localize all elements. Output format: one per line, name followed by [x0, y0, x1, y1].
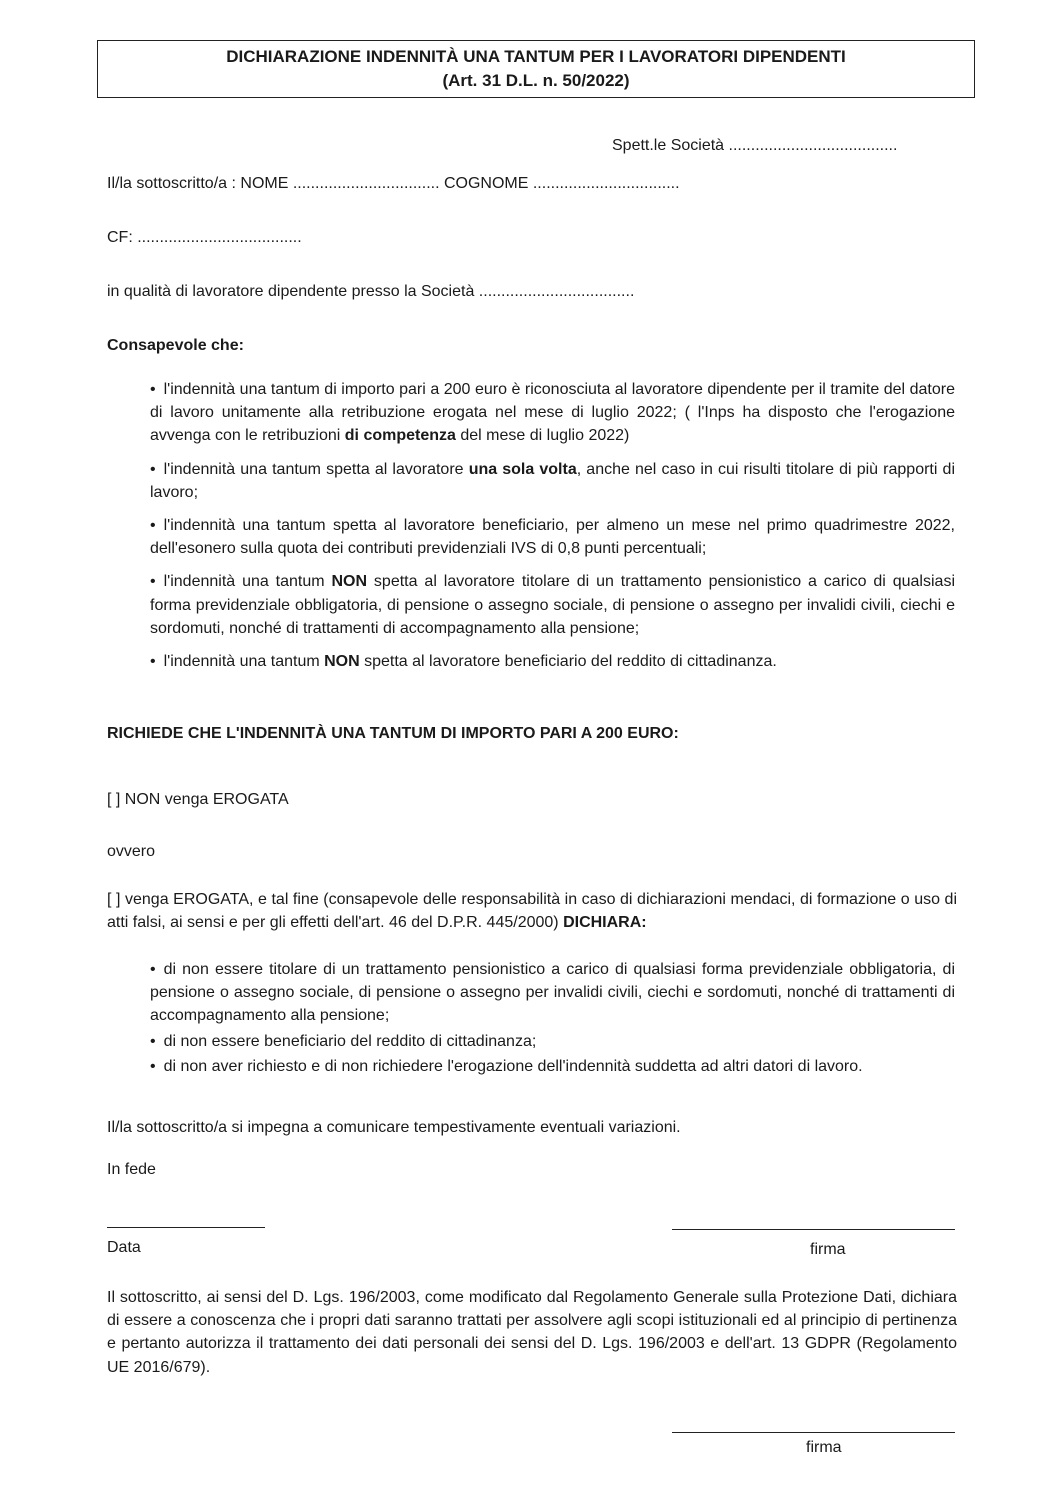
list-item: • l'indennità una tantum spetta al lavoratore beneficiario, per almeno un mese nel primo quadrimestre 2022, dell'esonero sulla quota dei contributi previdenziali IVS di 0,8 punti percentuali; — [150, 514, 955, 560]
in-fede-text: In fede — [107, 1161, 156, 1178]
date-label: Data — [107, 1239, 141, 1256]
signature-label-2: firma — [806, 1439, 842, 1456]
date-line — [107, 1227, 265, 1228]
list-item: • l'indennità una tantum NON spetta al lavoratore titolare di un trattamento pensionistico a carico di qualsiasi forma previdenziale obbligatoria, di pensione o assegno sociale, di pensione o assegno per invalidi civili, ciechi e sordomuti, nonché di trattamenti di accompagnamento alla pensione; — [150, 570, 955, 640]
company-field-line: in qualità di lavoratore dipendente presso la Società ................................... — [107, 283, 635, 300]
declares-list — [150, 958, 955, 1080]
option-paid[interactable]: [ ] venga EROGATA, e tal fine (consapevole delle responsabilità in caso di dichiarazioni mendaci, di formazione o uso di atti falsi, ai sensi e per gli effetti dell'art. 46 del D.P.R. 445/2000) DICHIARA: — [107, 891, 957, 932]
cf-field-line: CF: ..................................... — [107, 229, 302, 246]
name-field-line: Il/la sottoscritto/a : NOME ................................. COGNOME ................................. — [107, 175, 680, 192]
option-not-paid[interactable]: [ ] NON venga EROGATA — [107, 791, 289, 808]
list-item: • l'indennità una tantum spetta al lavoratore una sola volta, anche nel caso in cui risulti titolare di più rapporti di lavoro; — [150, 458, 955, 504]
title-box — [97, 40, 975, 98]
privacy-text: Il sottoscritto, ai sensi del D. Lgs. 196/2003, come modificato dal Regolamento Generale sulla Protezione Dati, dichiara di essere a conoscenza che i propri dati saranno trattati per assolvere agli scopi istituzionali ed al principio di pertinenza e pertanto autorizza il trattamento dei dati personali dei sensi del D. Lgs. 196/2003 e dell'art. 13 GDPR (Regolamento UE 2016/679). — [107, 1289, 957, 1376]
signature-line-2 — [672, 1432, 955, 1433]
list-item: • di non essere beneficiario del reddito di cittadinanza; — [150, 1030, 955, 1053]
signature-label: firma — [810, 1241, 846, 1258]
or-label: ovvero — [107, 843, 156, 860]
document-title: DICHIARAZIONE INDENNITÀ UNA TANTUM PER I LAVORATORI DIPENDENTI — [226, 47, 846, 66]
aware-heading: Consapevole che: — [107, 337, 244, 354]
recipient-line: Spett.le Società ...................................... — [612, 137, 898, 154]
aware-list — [150, 378, 955, 683]
list-item: • di non essere titolare di un trattamento pensionistico a carico di qualsiasi forma previdenziale obbligatoria, di pensione o assegno sociale, di pensione o assegno per invalidi civili, ciechi e sordomuti, nonché di trattamenti di accompagnamento alla pensione; — [150, 958, 955, 1028]
list-item: • di non aver richiesto e di non richiedere l'erogazione dell'indennità suddetta ad altri datori di lavoro. — [150, 1055, 955, 1078]
signature-line — [672, 1229, 955, 1230]
request-heading: RICHIEDE CHE L'INDENNITÀ UNA TANTUM DI IMPORTO PARI A 200 EURO: — [107, 725, 679, 742]
list-item: • l'indennità una tantum NON spetta al lavoratore beneficiario del reddito di cittadinanza. — [150, 650, 955, 673]
commitment-text: Il/la sottoscritto/a si impegna a comunicare tempestivamente eventuali variazioni. — [107, 1119, 681, 1136]
list-item: • l'indennità una tantum di importo pari a 200 euro è riconosciuta al lavoratore dipendente per il tramite del datore di lavoro unitamente alla retribuzione erogata nel mese di luglio 2022; ( l'Inps ha disposto che l'erogazione avvenga con le retribuzioni di competenza del mese di luglio 2022) — [150, 378, 955, 448]
document-subtitle: (Art. 31 D.L. n. 50/2022) — [442, 71, 630, 90]
